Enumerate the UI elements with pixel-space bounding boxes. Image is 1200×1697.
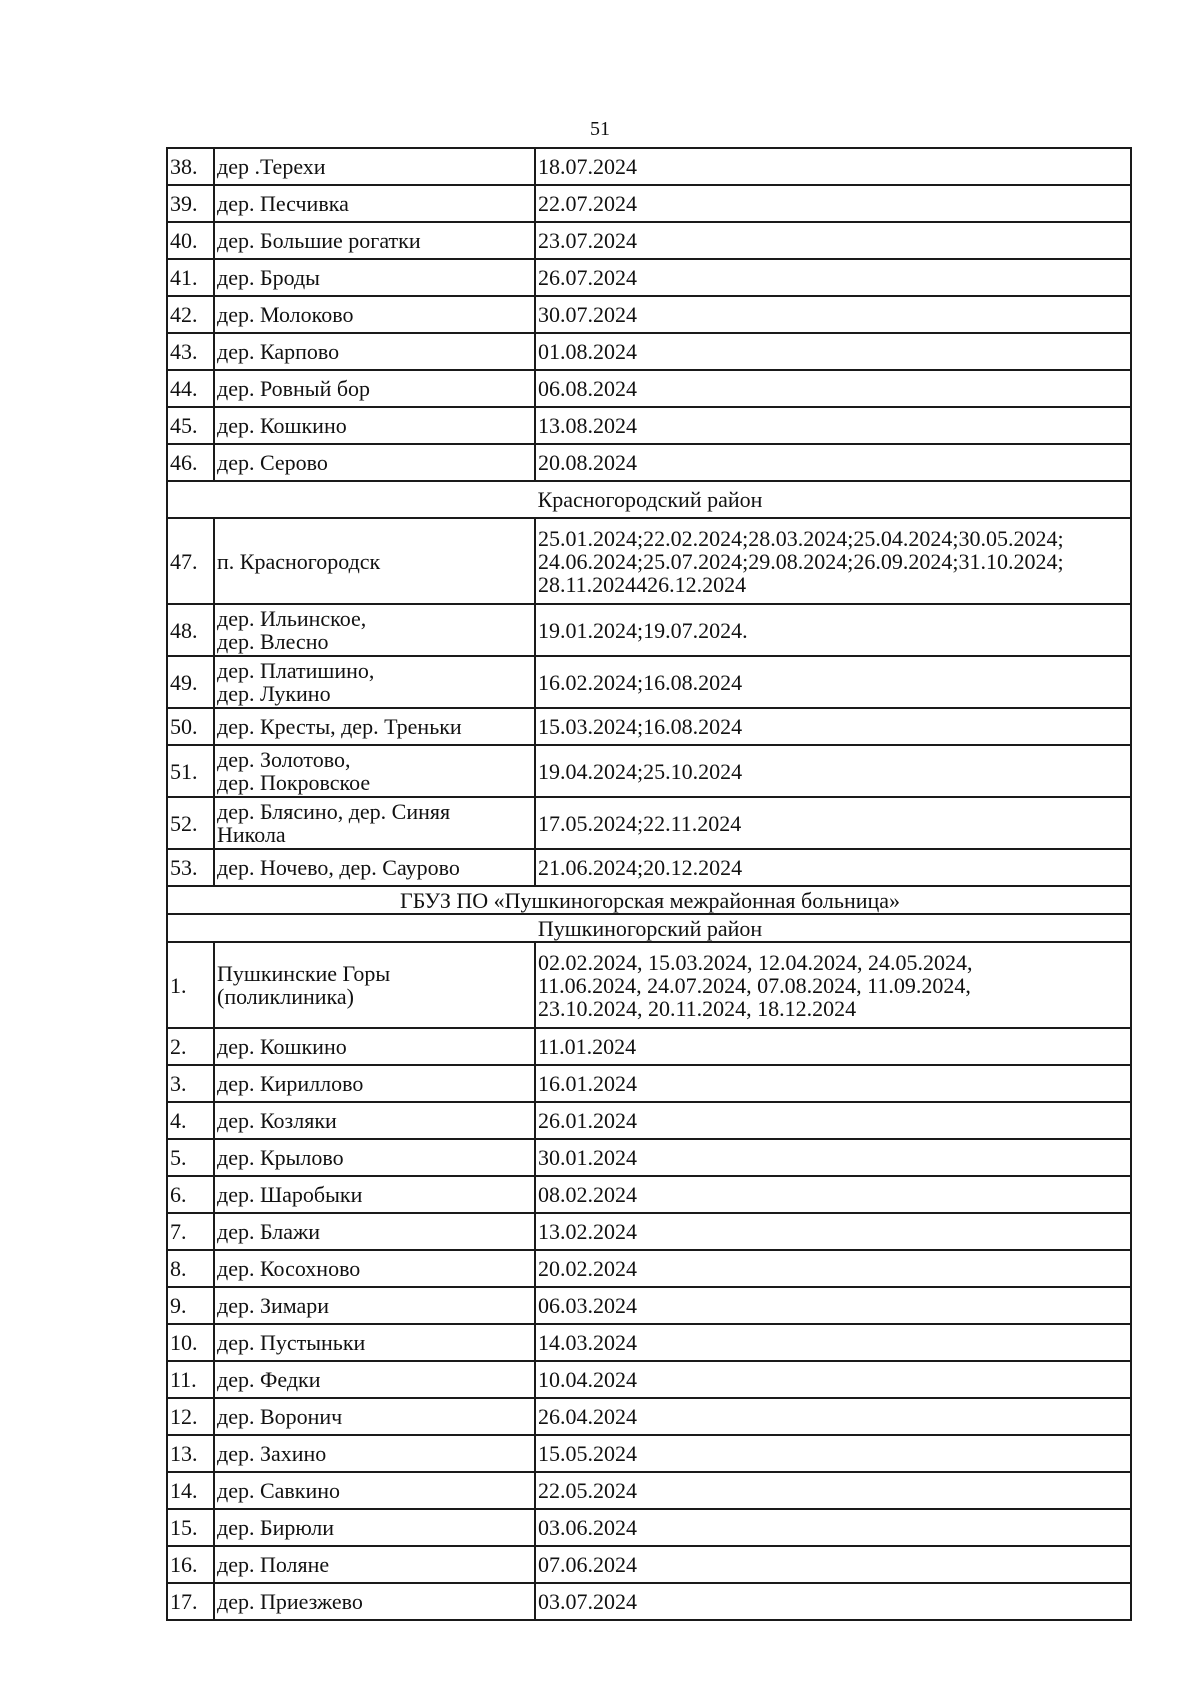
- row-number: 40.: [167, 222, 214, 259]
- table-row: [167, 1361, 1131, 1398]
- visit-dates: 16.01.2024: [535, 1065, 1131, 1102]
- visit-dates: 22.07.2024: [535, 185, 1131, 222]
- cell-line: дер. Золотово,: [217, 747, 351, 772]
- settlement-name: дер. Серово: [214, 444, 535, 481]
- cell-line: 17.05.2024;22.11.2024: [538, 810, 742, 836]
- table-row: [167, 1250, 1131, 1287]
- table-row: [167, 797, 1131, 849]
- table-row: [167, 407, 1131, 444]
- settlement-name: дер. Кириллово: [214, 1065, 535, 1102]
- table-row: [167, 1139, 1131, 1176]
- visit-dates: 15.05.2024: [535, 1435, 1131, 1472]
- visit-dates: 13.08.2024: [535, 407, 1131, 444]
- district-header-pushkinogorsky-text: Пушкиногорский район: [167, 914, 1131, 942]
- cell-line: дер. Кресты, дер. Треньки: [217, 714, 462, 739]
- district-header-krasnogorodsky-text: Красногородский район: [167, 481, 1131, 518]
- row-number: 49.: [167, 656, 214, 708]
- cell-line: дер. Ночево, дер. Саурово: [217, 855, 460, 880]
- row-number: 7.: [167, 1213, 214, 1250]
- visit-dates: [535, 745, 1131, 797]
- visit-dates: 20.08.2024: [535, 444, 1131, 481]
- row-number: 8.: [167, 1250, 214, 1287]
- row-number: 9.: [167, 1287, 214, 1324]
- row-number: 4.: [167, 1102, 214, 1139]
- visit-dates: 14.03.2024: [535, 1324, 1131, 1361]
- row-number: 16.: [167, 1546, 214, 1583]
- visit-dates: 26.04.2024: [535, 1398, 1131, 1435]
- visit-dates: 26.01.2024: [535, 1102, 1131, 1139]
- settlement-name: дер. Кошкино: [214, 1028, 535, 1065]
- row-number: 39.: [167, 185, 214, 222]
- cell-line: дер. Лукино: [217, 681, 331, 706]
- cell-line: 16.02.2024;16.08.2024: [538, 669, 743, 695]
- table-row: [167, 1435, 1131, 1472]
- visit-dates: 26.07.2024: [535, 259, 1131, 296]
- row-number: 50.: [167, 708, 214, 745]
- row-number: 11.: [167, 1361, 214, 1398]
- visit-dates: 18.07.2024: [535, 148, 1131, 185]
- table-row: [167, 185, 1131, 222]
- table-row: [167, 148, 1131, 185]
- row-number: 17.: [167, 1583, 214, 1620]
- row-number: 15.: [167, 1509, 214, 1546]
- table-row: [167, 1324, 1131, 1361]
- settlement-name: дер. Карпово: [214, 333, 535, 370]
- table-row: [167, 656, 1131, 708]
- cell-line: 24.06.2024;25.07.2024;29.08.2024;26.09.2024;31.10.2024;: [538, 548, 1064, 574]
- settlement-name: [214, 708, 535, 745]
- cell-line: дер. Блясино, дер. Синяя: [217, 799, 451, 824]
- row-number: 6.: [167, 1176, 214, 1213]
- settlement-name: дер. Броды: [214, 259, 535, 296]
- visit-dates: 03.06.2024: [535, 1509, 1131, 1546]
- schedule-table-body: [167, 148, 1131, 1620]
- visit-dates: 22.05.2024: [535, 1472, 1131, 1509]
- settlement-name: дер. Косохново: [214, 1250, 535, 1287]
- settlement-name: дер. Молоково: [214, 296, 535, 333]
- row-number: 43.: [167, 333, 214, 370]
- schedule-table: [166, 147, 1132, 1621]
- visit-dates: 10.04.2024: [535, 1361, 1131, 1398]
- table-row: [167, 370, 1131, 407]
- row-number: 53.: [167, 849, 214, 886]
- visit-dates: [535, 849, 1131, 886]
- row-number: 13.: [167, 1435, 214, 1472]
- visit-dates: 07.06.2024: [535, 1546, 1131, 1583]
- row-number: 52.: [167, 797, 214, 849]
- table-row: [167, 296, 1131, 333]
- table-row: [167, 1583, 1131, 1620]
- cell-line: 23.10.2024, 20.11.2024, 18.12.2024: [538, 995, 857, 1021]
- settlement-name: дер. Кошкино: [214, 407, 535, 444]
- table-row: [167, 1287, 1131, 1324]
- district-header-pushkinogorsky: [167, 914, 1131, 942]
- table-row: [167, 604, 1131, 656]
- hospital-header-text: ГБУЗ ПО «Пушкиногорская межрайонная больница»: [167, 886, 1131, 914]
- settlement-name: [214, 604, 535, 656]
- table-row: [167, 333, 1131, 370]
- visit-dates: [535, 518, 1131, 604]
- settlement-name: [214, 797, 535, 849]
- cell-line: 19.04.2024;25.10.2024: [538, 758, 743, 784]
- settlement-name: дер. Козляки: [214, 1102, 535, 1139]
- visit-dates: 11.01.2024: [535, 1028, 1131, 1065]
- visit-dates: [535, 656, 1131, 708]
- district-header-krasnogorodsky: [167, 481, 1131, 518]
- row-number: 45.: [167, 407, 214, 444]
- cell-line: дер. Влесно: [217, 629, 329, 654]
- cell-line: 02.02.2024, 15.03.2024, 12.04.2024, 24.05.2024,: [538, 949, 973, 975]
- table-row: [167, 518, 1131, 604]
- table-row: [167, 444, 1131, 481]
- row-number: 48.: [167, 604, 214, 656]
- row-number: 5.: [167, 1139, 214, 1176]
- visit-dates: 23.07.2024: [535, 222, 1131, 259]
- visit-dates: 30.01.2024: [535, 1139, 1131, 1176]
- settlement-name: дер. Зимари: [214, 1287, 535, 1324]
- table-row: [167, 1546, 1131, 1583]
- row-number: 2.: [167, 1028, 214, 1065]
- hospital-header: [167, 886, 1131, 914]
- visit-dates: [535, 604, 1131, 656]
- settlement-name: дер. Воронич: [214, 1398, 535, 1435]
- row-number: 46.: [167, 444, 214, 481]
- cell-line: 25.01.2024;22.02.2024;28.03.2024;25.04.2024;30.05.2024;: [538, 525, 1064, 551]
- table-row: [167, 1065, 1131, 1102]
- settlement-name: дер. Шаробыки: [214, 1176, 535, 1213]
- visit-dates: 06.03.2024: [535, 1287, 1131, 1324]
- cell-line: (поликлиника): [217, 984, 354, 1009]
- table-row: [167, 1472, 1131, 1509]
- table-row: [167, 849, 1131, 886]
- row-number: 41.: [167, 259, 214, 296]
- row-number: 10.: [167, 1324, 214, 1361]
- visit-dates: 01.08.2024: [535, 333, 1131, 370]
- settlement-name: дер. Приезжево: [214, 1583, 535, 1620]
- visit-dates: 08.02.2024: [535, 1176, 1131, 1213]
- visit-dates: [535, 942, 1131, 1028]
- table-row: [167, 222, 1131, 259]
- settlement-name: [214, 849, 535, 886]
- settlement-name: дер. Песчивка: [214, 185, 535, 222]
- visit-dates: 13.02.2024: [535, 1213, 1131, 1250]
- cell-line: 28.11.2024426.12.2024: [538, 571, 747, 597]
- visit-dates: 06.08.2024: [535, 370, 1131, 407]
- visit-dates: 30.07.2024: [535, 296, 1131, 333]
- row-number: 51.: [167, 745, 214, 797]
- row-number: 44.: [167, 370, 214, 407]
- settlement-name: дер .Терехи: [214, 148, 535, 185]
- row-number: 47.: [167, 518, 214, 604]
- row-number: 1.: [167, 942, 214, 1028]
- table-row: [167, 1213, 1131, 1250]
- settlement-name: дер. Ровный бор: [214, 370, 535, 407]
- visit-dates: [535, 797, 1131, 849]
- settlement-name: дер. Федки: [214, 1361, 535, 1398]
- settlement-name: [214, 518, 535, 604]
- visit-dates: 20.02.2024: [535, 1250, 1131, 1287]
- table-row: [167, 1176, 1131, 1213]
- settlement-name: дер. Крылово: [214, 1139, 535, 1176]
- cell-line: Пушкинские Горы: [217, 961, 391, 986]
- table-row: [167, 259, 1131, 296]
- visit-dates: [535, 708, 1131, 745]
- row-number: 3.: [167, 1065, 214, 1102]
- table-row: [167, 1102, 1131, 1139]
- settlement-name: дер. Захино: [214, 1435, 535, 1472]
- table-row: [167, 1028, 1131, 1065]
- settlement-name: дер. Бирюли: [214, 1509, 535, 1546]
- cell-line: 21.06.2024;20.12.2024: [538, 855, 743, 880]
- cell-line: дер. Ильинское,: [217, 606, 367, 631]
- settlement-name: дер. Поляне: [214, 1546, 535, 1583]
- cell-line: Никола: [217, 822, 286, 847]
- row-number: 38.: [167, 148, 214, 185]
- page-number: 51: [590, 118, 610, 140]
- row-number: 14.: [167, 1472, 214, 1509]
- settlement-name: дер. Блажи: [214, 1213, 535, 1250]
- settlement-name: [214, 942, 535, 1028]
- visit-dates: 03.07.2024: [535, 1583, 1131, 1620]
- cell-line: дер. Платишино,: [217, 658, 375, 683]
- cell-line: 19.01.2024;19.07.2024.: [538, 617, 748, 643]
- table-row: [167, 708, 1131, 745]
- settlement-name: дер. Пустыньки: [214, 1324, 535, 1361]
- table-row: [167, 1398, 1131, 1435]
- table-row: [167, 1509, 1131, 1546]
- cell-line: 11.06.2024, 24.07.2024, 07.08.2024, 11.09.2024,: [538, 972, 971, 998]
- settlement-name: [214, 745, 535, 797]
- settlement-name: дер. Большие рогатки: [214, 222, 535, 259]
- table-row: [167, 745, 1131, 797]
- cell-line: дер. Покровское: [217, 770, 371, 795]
- table-row: [167, 942, 1131, 1028]
- cell-line: 15.03.2024;16.08.2024: [538, 714, 743, 739]
- settlement-name: [214, 656, 535, 708]
- row-number: 42.: [167, 296, 214, 333]
- settlement-name: дер. Савкино: [214, 1472, 535, 1509]
- cell-line: п. Красногородск: [217, 548, 381, 574]
- row-number: 12.: [167, 1398, 214, 1435]
